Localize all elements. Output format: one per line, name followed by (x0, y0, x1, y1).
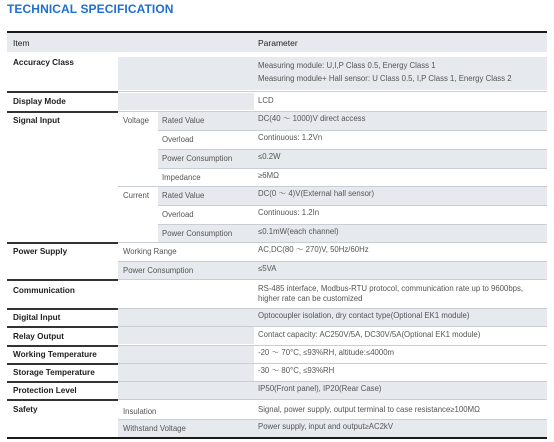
shade-block (118, 346, 254, 363)
header-item: Item (13, 38, 30, 48)
value-working-temperature: -20 ～ 70°C, ≤93%RH, altitude:≤4000m (258, 348, 395, 357)
table-bottom-rule (7, 437, 547, 439)
row-label-display-mode: Display Mode (13, 97, 66, 106)
label-voltage-impedance: Impedance (162, 173, 201, 182)
row-divider (7, 381, 118, 383)
value-voltage-power: ≤0.2W (258, 152, 281, 161)
label-voltage-power: Power Consumption (162, 154, 233, 163)
row-label-communication: Communication (13, 286, 75, 295)
row-divider (7, 91, 118, 93)
row-divider (118, 279, 547, 280)
row-label-safety: Safety (13, 405, 38, 414)
label-power-consumption: Power Consumption (123, 266, 194, 275)
row-divider (7, 363, 118, 365)
row-label-working-temperature: Working Temperature (13, 350, 97, 359)
row-label-signal-input: Signal Input (13, 116, 60, 125)
row-label-accuracy-class: Accuracy Class (13, 58, 74, 67)
row-label-storage-temperature: Storage Temperature (13, 368, 95, 377)
row-divider (7, 111, 118, 113)
label-voltage-overload: Overload (162, 135, 194, 144)
label-working-range: Working Range (123, 247, 177, 256)
value-current-rated: DC(0 ～ 4)V(External hall sensor) (258, 189, 375, 198)
label-insulation: Insulation (123, 407, 157, 416)
value-current-power: ≤0.1mW(each channel) (258, 227, 339, 236)
header-parameter: Parameter (258, 38, 298, 48)
label-current-overload: Overload (162, 210, 194, 219)
label-current-rated: Rated Value (162, 191, 205, 200)
value-communication-2: higher rate can be customized (258, 294, 363, 303)
label-voltage-rated: Rated Value (162, 116, 205, 125)
value-digital-input: Optocoupler isolation, dry contact type(Optional EK1 module) (258, 311, 470, 320)
shade-block (118, 57, 254, 90)
group-label-voltage: Voltage (123, 116, 150, 125)
row-divider (7, 399, 118, 401)
row-divider (158, 168, 547, 169)
row-divider (118, 399, 547, 400)
value-display-mode: LCD (258, 96, 274, 105)
value-insulation: Signal, power supply, output terminal to case resistance≥100MΩ (258, 405, 480, 414)
group-label-current: Current (123, 191, 149, 200)
value-communication-1: RS-485 interface, Modbus-RTU protocol, communication rate up to 9600bps, (258, 284, 524, 293)
shade-block (118, 327, 254, 344)
value-voltage-impedance: ≥6MΩ (258, 171, 279, 180)
row-divider (158, 205, 547, 206)
value-storage-temperature: -30 ～ 80°C, ≤93%RH (258, 366, 335, 375)
shade-block (118, 364, 254, 381)
value-withstand-voltage: Power supply, input and output≥AC2kV (258, 422, 394, 431)
row-divider (7, 279, 118, 281)
row-divider (118, 91, 547, 92)
value-protection-level: IP50(Front panel), IP20(Rear Case) (258, 384, 382, 393)
row-label-power-supply: Power Supply (13, 247, 68, 256)
value-voltage-overload: Continuous: 1.2Vn (258, 133, 323, 142)
row-label-digital-input: Digital Input (13, 313, 61, 322)
row-label-protection-level: Protection Level (13, 386, 77, 395)
row-divider (7, 242, 118, 244)
row-divider (7, 308, 118, 310)
value-accuracy-1: Measuring module: U,I,P Class 0.5, Energy Class 1 (258, 61, 436, 70)
page-title: TECHNICAL SPECIFICATION (7, 2, 174, 16)
label-current-power: Power Consumption (162, 229, 233, 238)
row-divider (118, 242, 547, 243)
value-accuracy-2: Measuring module+ Hall sensor: U Class 0.5, I,P Class 1, Energy Class 2 (258, 74, 512, 83)
value-working-range: AC,DC(80 ～ 270)V, 50Hz/60Hz (258, 245, 369, 254)
value-current-overload: Continuous: 1.2In (258, 208, 320, 217)
row-divider (158, 130, 547, 131)
label-withstand-voltage: Withstand Voltage (123, 424, 186, 433)
shade-block (118, 93, 254, 110)
row-divider (7, 345, 118, 347)
row-divider (7, 326, 118, 328)
table-header (7, 33, 547, 52)
value-power-consumption: ≤5VA (258, 264, 277, 273)
row-label-relay-output: Relay Output (13, 332, 64, 341)
value-relay-output: Contact capacity: AC250V/5A, DC30V/5A(Optional EK1 module) (258, 330, 481, 339)
value-voltage-rated: DC(40 ～ 1000)V direct access (258, 114, 366, 123)
